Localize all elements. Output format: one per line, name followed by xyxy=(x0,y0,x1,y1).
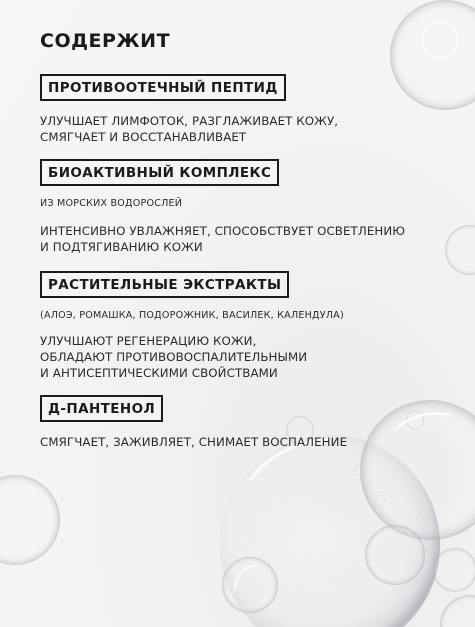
section-note: ИЗ МОРСКИХ ВОДОРОСЛЕЙ xyxy=(40,198,183,209)
bubble-small-3 xyxy=(222,557,278,613)
section-heading: Д-ПАНТЕНОЛ xyxy=(40,395,163,422)
section-peptide xyxy=(40,74,460,145)
section-note: (АЛОЭ, РОМАШКА, ПОДОРОЖНИК, ВАСИЛЕК, КАЛЕНДУЛА) xyxy=(40,310,344,321)
bubble-bottom-left xyxy=(0,475,60,565)
section-heading: РАСТИТЕЛЬНЫЕ ЭКСТРАКТЫ xyxy=(40,271,289,298)
section-description: ИНТЕНСИВНО УВЛАЖНЯЕТ, СПОСОБСТВУЕТ ОСВЕТЛЕНИЮ И ПОДТЯГИВАНИЮ КОЖИ xyxy=(40,224,406,254)
page-title: СОДЕРЖИТ xyxy=(40,30,171,52)
section-heading: БИОАКТИВНЫЙ КОМПЛЕКС xyxy=(40,159,279,186)
section-extracts xyxy=(40,271,460,381)
section-description: УЛУЧШАЕТ ЛИМФОТОК, РАЗГЛАЖИВАЕТ КОЖУ, СМЯГЧАЕТ И ВОССТАНАВЛИВАЕТ xyxy=(40,114,339,144)
section-heading: ПРОТИВООТЕЧНЫЙ ПЕПТИД xyxy=(40,74,286,101)
section-panthenol xyxy=(40,395,460,450)
section-bioactive xyxy=(40,159,460,255)
bubble-small-2 xyxy=(433,548,475,592)
section-description: УЛУЧШАЮТ РЕГЕНЕРАЦИЮ КОЖИ, ОБЛАДАЮТ ПРОТИВОВОСПАЛИТЕЛЬНЫМИ И АНТИСЕПТИЧЕСКИМИ СВОЙСТВАМИ xyxy=(40,334,308,380)
bubble-small-1 xyxy=(365,525,425,585)
section-description: СМЯГЧАЕТ, ЗАЖИВЛЯЕТ, СНИМАЕТ ВОСПАЛЕНИЕ xyxy=(40,435,348,449)
content-panel xyxy=(40,30,460,450)
